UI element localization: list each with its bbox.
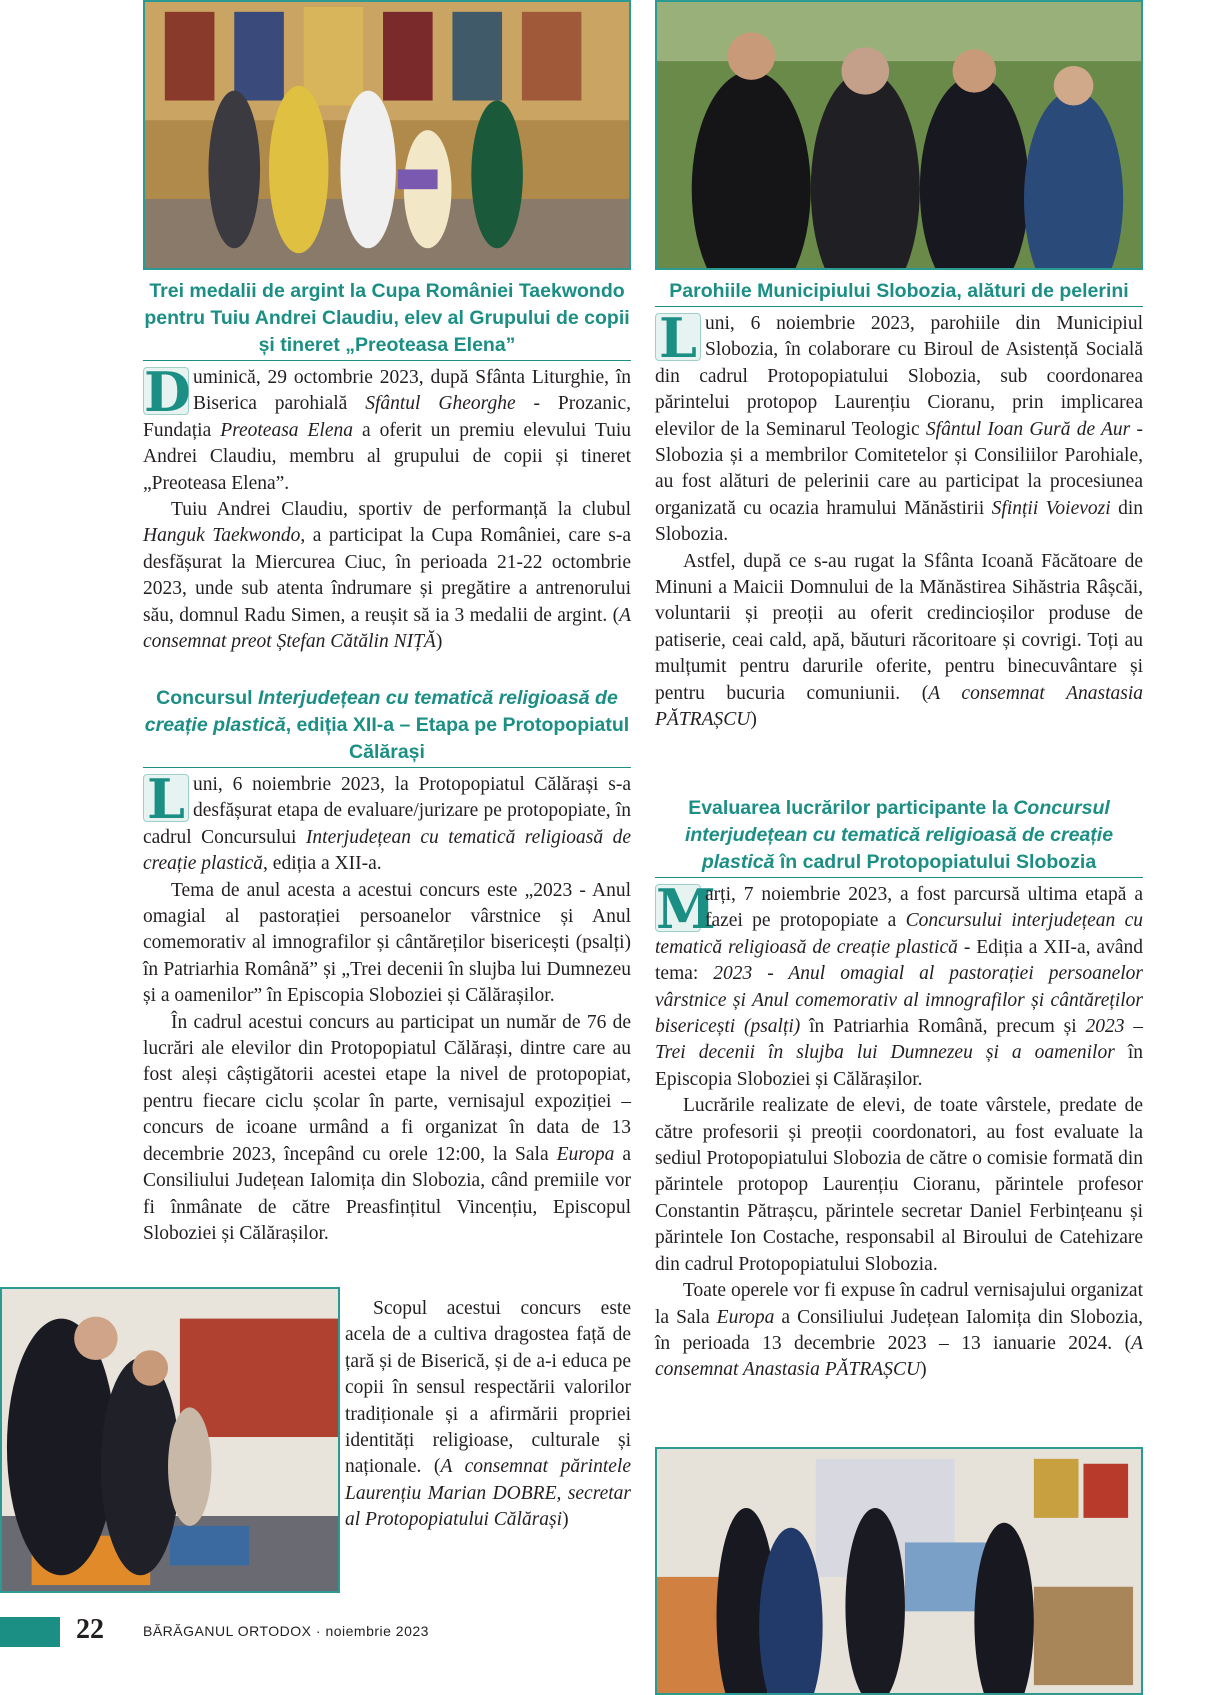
article-title: Trei medalii de argint la Cupa României Taekwondo pentru Tuiu Andrei Claudiu, elev al Grupului de copii și tineret „Preoteasa Elena” <box>143 278 631 361</box>
paragraph-text: - Slobozia și a membrilor Comitetelor și Consiliilor Parohiale, au fost alături de pelerinii care au participat la procesiunea organizată cu ocazia hramului Mănăstirii <box>655 418 1143 519</box>
paragraph-text: Tema de anul acesta a acestui concurs este „2023 - Anul omagial al pastorației persoanelor vârstnice și Anul comemorativ al imnografilor și cântăreților bisericești (psalți) în Patriarhia Română” și „Trei decenii în slujba lui Dumnezeu și a oamenilor” în Episcopia Sloboziei și Călărașilor. <box>143 879 631 1007</box>
paragraph-text: arți, 7 noiembrie 2023, a fost parcursă ultima etapă a fazei pe protopopiate a <box>705 884 1143 932</box>
article-taekwondo: Trei medalii de argint la Cupa României Taekwondo pentru Tuiu Andrei Claudiu, elev al Grupului de copii și tineret „Preoteasa Elena” D uminică, 29 octombrie 2023, după Sfânta Liturghie, în Biserica parohială Sfântul Gheorghe - Prozanic, Fundația Preoteasa Elena a oferit un premiu elevului Tuiu Andrei Claudiu, membru al grupului de copii și tineret „Preoteasa Elena”. Tuiu Andrei Claudiu, sportiv de performanță la clubul Hanguk Taekwondo, a participat la Cupa României, care s-a desfășurat la Miercurea Ciuc, în perioada 21-22 octombrie 2023, unde sub atenta îndrumare și pregătire a antrenorului său, domnul Radu Simen, a reușit să ia 3 medalii de argint. (A consemnat preot Ștefan Cătălin NIȚĂ) <box>143 280 631 653</box>
paragraph-text: uminică, 29 octombrie 2023, după Sfânta Liturghie, în Biserica parohială <box>193 367 631 415</box>
article-pelerini: Parohiile Municipiului Slobozia, alături de pelerini L uni, 6 noiembrie 2023, parohiile din Municipiul Slobozia, în colaborare cu Biroul de Asistență Socială din cadrul Protopopiatului Slobozia, sub coordonarea părintelui protopop Laurențiu Cioranu, prin implicarea elevilor de la Seminarul Teologic Sfântul Ioan Gură de Aur - Slobozia și a membrilor Comitetelor și Consiliilor Parohiale, au fost alături de pelerinii care au participat la procesiunea organizată cu ocazia hramului Mănăstirii Sfinții Voievozi din Slobozia. Astfel, după ce s-au rugat la Sfânta Icoană Făcătoare de Minuni a Maicii Domnului de la Mănăstirea Sihăstria Râșcăi, voluntarii și preoții au oferit credincioșilor produse de patiserie, ceai cald, apă, băuturi răcoritoare și covrigi. Toți au mulțumit pentru darurile oferite, pentru binecuvântare și pentru bucuria comuniunii. (A consemnat Anastasia PĂTRAȘCU) <box>655 280 1144 731</box>
paragraph-text: Scopul acestui concurs este acela de a cultiva dragostea față de țară și de Biserică, și de a-i educa pe copii în sensul respectării valorilor tradiționale și a afirmării propriei identități religioase, culturale și naționale. ( <box>345 1298 631 1478</box>
paragraph-text: din Slobozia. <box>655 497 1144 546</box>
drop-cap: L <box>655 313 701 361</box>
foundation-name: Preoteasa Elena <box>220 419 353 441</box>
seminary-name: Sfântul Ioan Gură de Aur <box>925 418 1131 440</box>
author-credit: A consemnat Anastasia PĂTRAȘCU <box>655 1332 1143 1381</box>
drop-cap: L <box>143 774 189 822</box>
footer-accent-bar <box>0 1617 60 1647</box>
paragraph-text: Astfel, după ce s-au rugat la Sfânta Icoană Făcătoare de Minuni a Maicii Domnului de la Mănăstirea Sihăstria Râșcăi, voluntarii și preoții au oferit credincioșilor produse de patiserie, ceai cald, apă, băuturi răcoritoare și covrigi. Toți au mulțumit pentru darurile oferite, pentru binecuvântare și pentru bucuria comuniunii. ( <box>655 550 1143 704</box>
paragraph-text: , a participat la Cupa României, care s-a desfășurat la Miercurea Ciuc, în perioada 21-22 octombrie 2023, unde sub atenta îndrumare și pregătire a antrenorului său, domnul Radu Simen, a reușit să ia 3 medalii de argint. ( <box>143 525 631 626</box>
article-title: Evaluarea lucrărilor participante la Concursul interjudețean cu tematică religioasă de creație plastică în cadrul Protopopiatului Slobozia <box>655 795 1143 878</box>
page-number: 22 <box>76 1614 104 1645</box>
paragraph-text: Tuiu Andrei Claudiu, sportiv de performanță la clubul <box>171 499 631 521</box>
paragraph-text: a Consiliului Județean Ialomița din Slobozia, în perioada 13 decembrie 2023 – 13 ianuarie 2024. ( <box>655 1306 1143 1354</box>
photo-icon-exhibition-calarasi <box>0 1287 340 1593</box>
author-credit: A consemnat părintele Laurențiu Marian DOBRE, secretar al Protopopiatului Călărași <box>345 1456 631 1531</box>
paragraph-text: Lucrările realizate de elevi, de toate vârstele, predate de către profesorii și preoții coordonatori, au fost evaluate la sediul Protopopiatului Slobozia de către o comisie formată din părintele protopop Laurențiu Cioranu, părintele profesor Constantin Pătrașcu, părintele secretar Daniel Ferbințeanu și părintele Ion Costache, responsabil al Biroului de Catehizare din cadrul Protopopiatului Slobozia. <box>655 1095 1143 1275</box>
drop-cap: D <box>144 360 191 424</box>
paragraph-text: În cadrul acestui concurs au participat un număr de 76 de lucrări ale elevilor din Protopopiatul Călărași, dintre care au fost aleși câștigătorii acestei etape la nivel de protopopiat, pentru fiecare ciclu școlar în parte, vernisajul expoziției – concurs de icoane urmând a fi organizat în data de 13 decembrie 2023, începând cu orele 12:00, la Sala <box>143 1011 631 1165</box>
photo-taekwondo-award <box>143 0 631 270</box>
article-evaluare-slobozia: Evaluarea lucrărilor participante la Concursul interjudețean cu tematică religioasă de creație plastică în cadrul Protopopiatului Slobozia M arți, 7 noiembrie 2023, a fost parcursă ultima etapă a fazei pe protopopiate a Concursului interjudețean cu tematică religioasă de creație plastică - Ediția a XII-a, având tema: 2023 - Anul omagial al pastorației persoanelor vârstnice și Anul comemorativ al imnografilor și cântăreților bisericești (psalți) în Patriarhia Română, precum și 2023 – Trei decenii în slujba lui Dumnezeu și a oamenilor în Episcopia Sloboziei și Călărașilor. Lucrările realizate de elevi, de toate vârstele, predate de către profesorii și preoții coordonatori, au fost evaluate la sediul Protopopiatului Slobozia de către o comisie formată din părintele protopop Laurențiu Cioranu, părintele profesor Constantin Pătrașcu, părintele secretar Daniel Ferbințeanu și părintele Ion Costache, responsabil al Biroului de Catehizare din cadrul Protopopiatului Slobozia. Toate operele vor fi expuse în cadrul vernisajului organizat la Sala Europa a Consiliului Județean Ialomița din Slobozia, în perioada 13 decembrie 2023 – 13 ianuarie 2024. (A consemnat Anastasia PĂTRAȘCU) <box>655 797 1144 1381</box>
paragraph-text: a oferit un premiu elevului Tuiu Andrei Claudiu, membru al grupului de copii și tineret „Preoteasa Elena”. <box>143 419 631 494</box>
drop-cap: M <box>656 877 716 941</box>
article-concurs-calarasi-end: Scopul acestui concurs este acela de a cultiva dragostea față de țară și de Biserică, și de a-i educa pe copii în sensul respectării valorilor tradiționale și a afirmării propriei identități religioase, culturale și naționale. (A consemnat părintele Laurențiu Marian DOBRE, secretar al Protopopiatului Călărași) <box>345 1298 631 1531</box>
author-credit: A consemnat Anastasia PĂTRAȘCU <box>655 682 1144 731</box>
author-credit: A consemnat preot Ștefan Cătălin NIȚĂ <box>143 604 631 653</box>
magazine-name: BĂRĂGANUL ORTODOX · noiembrie 2023 <box>143 1623 429 1639</box>
paragraph-text: , ediția a XII-a. <box>263 853 382 875</box>
hall-name: Europa <box>556 1143 615 1165</box>
photo-parish-priests <box>655 0 1143 270</box>
article-title: Parohiile Municipiului Slobozia, alături de pelerini <box>655 278 1143 307</box>
paragraph-text: Toate operele vor fi expuse în cadrul vernisajului organizat la Sala <box>655 1280 1143 1328</box>
article-concurs-calarasi <box>143 685 631 1247</box>
paragraph-text: - Prozanic, Fundația <box>143 393 631 441</box>
club-name: Hanguk Taekwondo <box>143 525 301 547</box>
paragraph-text: uni, 6 noiembrie 2023, la Protopopiatul Călărași s-a desfășurat etapa de evaluare/jurizare pe protopopiate, în cadrul Concursului <box>143 774 631 848</box>
monastery-name: Sfinții Voievozi <box>991 497 1111 519</box>
paragraph-text: a Consiliului Județean Ialomița din Slobozia, când premiile vor fi înmânate de către Preasfințitul Vincențiu, Episcopul Sloboziei și Călărașilor. <box>143 1143 631 1244</box>
article-title: Concursul Interjudețean cu tematică religioasă de creație plastică, ediția XII-a – Etapa pe Protopopiatul Călărași <box>143 685 631 768</box>
hall-name: Europa <box>716 1306 775 1328</box>
paragraph-text: uni, 6 noiembrie 2023, parohiile din Municipiul Slobozia, în colaborare cu Biroul de Asistență Socială din cadrul Protopopiatului Slobozia, sub coordonarea părintelui protopop Laurențiu Cioranu, prin implicarea elevilor de la Seminarul Teologic <box>655 313 1143 440</box>
church-name: Sfântul Gheorghe <box>365 393 516 415</box>
photo-evaluation-slobozia <box>655 1447 1143 1695</box>
contest-name: Interjudețean cu tematică religioasă de creație plastică <box>143 826 631 875</box>
